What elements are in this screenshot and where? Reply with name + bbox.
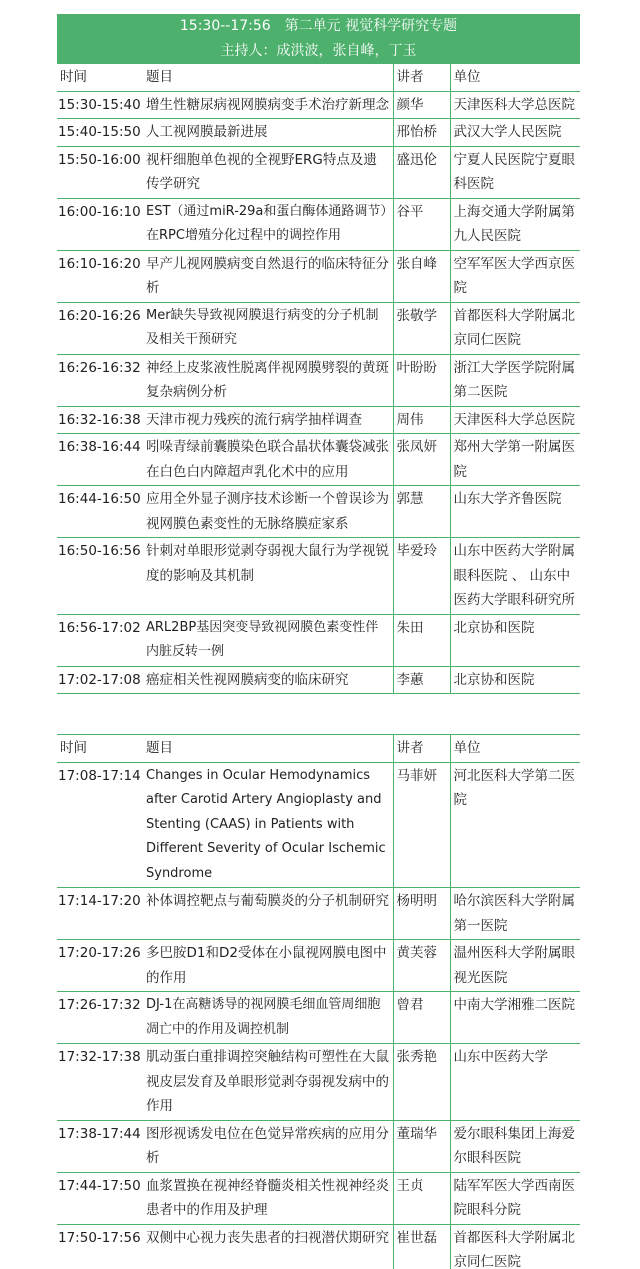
topic-cell: 补体调控靶点与葡萄膜炎的分子机制研究 xyxy=(143,888,393,940)
institution-cell: 上海交通大学附属第九人民医院 xyxy=(450,198,580,250)
col-topic-header: 题目 xyxy=(143,64,393,91)
institution-cell: 爱尔眼科集团上海爱尔眼科医院 xyxy=(450,1120,580,1172)
institution-cell: 北京协和医院 xyxy=(450,614,580,666)
speaker-cell: 曾君 xyxy=(393,992,450,1044)
session-title: 15:30--17:56 第二单元 视觉科学研究专题 xyxy=(179,18,458,34)
institution-cell: 温州医科大学附属眼视光医院 xyxy=(450,940,580,992)
time-cell: 15:30-15:40 xyxy=(57,91,143,119)
table-header-row xyxy=(57,64,580,91)
table-row xyxy=(57,888,580,940)
time-cell: 16:32-16:38 xyxy=(57,406,143,434)
table-row xyxy=(57,666,580,694)
schedule-body-1 xyxy=(57,91,580,694)
col-topic-header: 题目 xyxy=(143,735,393,763)
speaker-cell: 黄芙蓉 xyxy=(393,940,450,992)
institution-cell: 山东大学齐鲁医院 xyxy=(450,486,580,538)
time-cell: 17:08-17:14 xyxy=(57,762,143,888)
table-row xyxy=(57,91,580,119)
time-cell: 16:38-16:44 xyxy=(57,434,143,486)
topic-cell: DJ-1在高糖诱导的视网膜毛细血管周细胞凋亡中的作用及调控机制 xyxy=(143,992,393,1044)
topic-cell: 增生性糖尿病视网膜病变手术治疗新理念 xyxy=(143,91,393,119)
table-row xyxy=(57,1044,580,1121)
table-row xyxy=(57,406,580,434)
table-row xyxy=(57,1120,580,1172)
topic-cell: 吲哚青绿前囊膜染色联合晶状体囊袋减张在白色白内障超声乳化术中的应用 xyxy=(143,434,393,486)
time-cell: 16:50-16:56 xyxy=(57,538,143,615)
table-row xyxy=(57,538,580,615)
col-speaker-header: 讲者 xyxy=(393,64,450,91)
table-row xyxy=(57,146,580,198)
institution-cell: 武汉大学人民医院 xyxy=(450,119,580,147)
table-row xyxy=(57,1224,580,1269)
table-row xyxy=(57,354,580,406)
topic-cell: 肌动蛋白重排调控突触结构可塑性在大鼠视皮层发育及单眼形觉剥夺弱视发病中的作用 xyxy=(143,1044,393,1121)
topic-cell: ARL2BP基因突变导致视网膜色素变性伴内脏反转一例 xyxy=(143,614,393,666)
session-header xyxy=(57,14,580,64)
time-cell: 16:10-16:20 xyxy=(57,250,143,302)
institution-cell: 山东中医药大学 xyxy=(450,1044,580,1121)
table-row xyxy=(57,198,580,250)
session-chairs: 主持人：成洪波，张自峰，丁玉 xyxy=(220,43,417,59)
speaker-cell: 盛迅伦 xyxy=(393,146,450,198)
table-row xyxy=(57,250,580,302)
speaker-cell: 崔世磊 xyxy=(393,1224,450,1269)
institution-cell: 空军军医大学西京医院 xyxy=(450,250,580,302)
time-cell: 17:38-17:44 xyxy=(57,1120,143,1172)
topic-cell: 血浆置换在视神经脊髓炎相关性视神经炎患者中的作用及护理 xyxy=(143,1172,393,1224)
topic-cell: 图形视诱发电位在色觉异常疾病的应用分析 xyxy=(143,1120,393,1172)
table-header-row xyxy=(57,735,580,763)
speaker-cell: 毕爱玲 xyxy=(393,538,450,615)
institution-cell: 河北医科大学第二医院 xyxy=(450,762,580,888)
institution-cell: 陆军军医大学西南医院眼科分院 xyxy=(450,1172,580,1224)
speaker-cell: 张秀艳 xyxy=(393,1044,450,1121)
topic-cell: 应用全外显子测序技术诊断一个曾误诊为视网膜色素变性的无脉络膜症家系 xyxy=(143,486,393,538)
speaker-cell: 马菲妍 xyxy=(393,762,450,888)
col-speaker-header: 讲者 xyxy=(393,735,450,763)
table-row xyxy=(57,434,580,486)
topic-cell: 针刺对单眼形觉剥夺弱视大鼠行为学视锐度的影响及其机制 xyxy=(143,538,393,615)
table-row xyxy=(57,992,580,1044)
time-cell: 16:26-16:32 xyxy=(57,354,143,406)
speaker-cell: 郭慧 xyxy=(393,486,450,538)
institution-cell: 宁夏人民医院宁夏眼科医院 xyxy=(450,146,580,198)
speaker-cell: 李蕙 xyxy=(393,666,450,694)
topic-cell: 双侧中心视力丧失患者的扫视潜伏期研究 xyxy=(143,1224,393,1269)
time-cell: 15:50-16:00 xyxy=(57,146,143,198)
speaker-cell: 张敬学 xyxy=(393,302,450,354)
schedule-body-2 xyxy=(57,762,580,1269)
table-row xyxy=(57,302,580,354)
institution-cell: 首都医科大学附属北京同仁医院 xyxy=(450,1224,580,1269)
col-time-header: 时间 xyxy=(57,735,143,763)
col-institution-header: 单位 xyxy=(450,735,580,763)
topic-cell: Mer缺失导致视网膜退行病变的分子机制及相关干预研究 xyxy=(143,302,393,354)
table-row xyxy=(57,940,580,992)
time-cell: 16:56-17:02 xyxy=(57,614,143,666)
speaker-cell: 杨明明 xyxy=(393,888,450,940)
speaker-cell: 朱田 xyxy=(393,614,450,666)
table-row xyxy=(57,1172,580,1224)
topic-cell: 视杆细胞单色视的全视野ERG特点及遗传学研究 xyxy=(143,146,393,198)
institution-cell: 天津医科大学总医院 xyxy=(450,91,580,119)
schedule-table-1 xyxy=(57,64,580,694)
col-institution-header: 单位 xyxy=(450,64,580,91)
topic-cell: 癌症相关性视网膜病变的临床研究 xyxy=(143,666,393,694)
table-row xyxy=(57,614,580,666)
institution-cell: 北京协和医院 xyxy=(450,666,580,694)
col-time-header: 时间 xyxy=(57,64,143,91)
speaker-cell: 王贞 xyxy=(393,1172,450,1224)
time-cell: 17:44-17:50 xyxy=(57,1172,143,1224)
speaker-cell: 张自峰 xyxy=(393,250,450,302)
speaker-cell: 张凤妍 xyxy=(393,434,450,486)
institution-cell: 哈尔滨医科大学附属第一医院 xyxy=(450,888,580,940)
time-cell: 17:50-17:56 xyxy=(57,1224,143,1269)
topic-cell: 人工视网膜最新进展 xyxy=(143,119,393,147)
table-row xyxy=(57,119,580,147)
time-cell: 17:02-17:08 xyxy=(57,666,143,694)
institution-cell: 首都医科大学附属北京同仁医院 xyxy=(450,302,580,354)
table-row xyxy=(57,486,580,538)
institution-cell: 山东中医药大学附属眼科医院 、 山东中医药大学眼科研究所 xyxy=(450,538,580,615)
topic-cell: Changes in Ocular Hemodynamics after Carotid Artery Angioplasty and Stenting (CAAS) in Patients with Different Severity of Ocular Ischemic Syndrome xyxy=(143,762,393,888)
time-cell: 16:00-16:10 xyxy=(57,198,143,250)
speaker-cell: 谷平 xyxy=(393,198,450,250)
time-cell: 15:40-15:50 xyxy=(57,119,143,147)
institution-cell: 郑州大学第一附属医院 xyxy=(450,434,580,486)
topic-cell: 多巴胺D1和D2受体在小鼠视网膜电图中的作用 xyxy=(143,940,393,992)
institution-cell: 中南大学湘雅二医院 xyxy=(450,992,580,1044)
time-cell: 16:20-16:26 xyxy=(57,302,143,354)
schedule-table-2 xyxy=(57,734,580,1269)
speaker-cell: 周伟 xyxy=(393,406,450,434)
time-cell: 17:26-17:32 xyxy=(57,992,143,1044)
speaker-cell: 颜华 xyxy=(393,91,450,119)
speaker-cell: 邢怡桥 xyxy=(393,119,450,147)
time-cell: 17:14-17:20 xyxy=(57,888,143,940)
topic-cell: 天津市视力残疾的流行病学抽样调查 xyxy=(143,406,393,434)
time-cell: 17:20-17:26 xyxy=(57,940,143,992)
table-row xyxy=(57,762,580,888)
institution-cell: 浙江大学医学院附属第二医院 xyxy=(450,354,580,406)
speaker-cell: 董瑞华 xyxy=(393,1120,450,1172)
topic-cell: EST（通过miR-29a和蛋白酶体通路调节）在RPC增殖分化过程中的调控作用 xyxy=(143,198,393,250)
topic-cell: 早产儿视网膜病变自然退行的临床特征分析 xyxy=(143,250,393,302)
speaker-cell: 叶盼盼 xyxy=(393,354,450,406)
topic-cell: 神经上皮浆液性脱离伴视网膜劈裂的黄斑复杂病例分析 xyxy=(143,354,393,406)
institution-cell: 天津医科大学总医院 xyxy=(450,406,580,434)
time-cell: 17:32-17:38 xyxy=(57,1044,143,1121)
time-cell: 16:44-16:50 xyxy=(57,486,143,538)
